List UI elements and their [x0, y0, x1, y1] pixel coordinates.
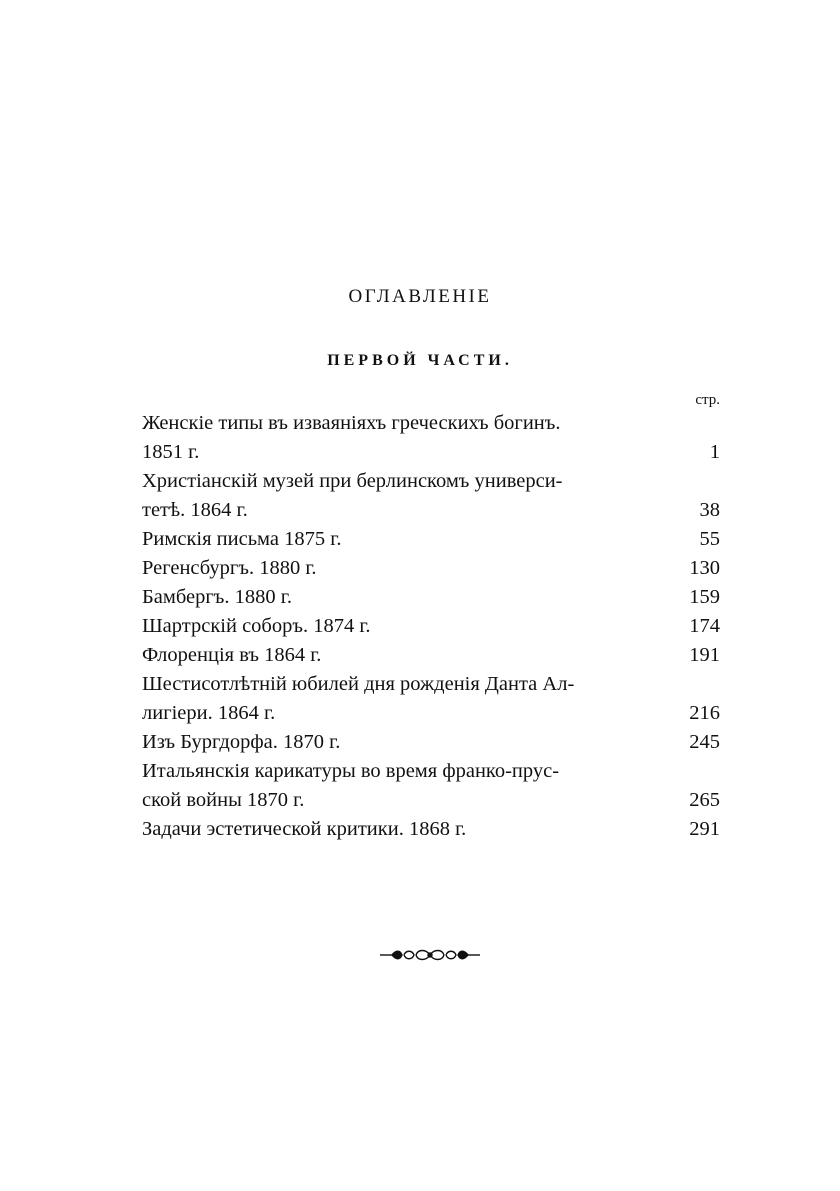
- toc-entry-page: 55: [699, 528, 720, 550]
- toc-entry-line: [142, 496, 720, 525]
- toc-entry-text: 1851 г.: [142, 441, 200, 463]
- toc-entry-page: 1: [709, 441, 720, 463]
- toc-entry-text: Бамбергъ. 1880 г.: [142, 586, 292, 608]
- toc-entry-text: Задачи эстетической критики. 1868 г.: [142, 818, 467, 840]
- toc-entry-page: 265: [689, 789, 720, 811]
- toc-entry-text: лигiери. 1864 г.: [142, 702, 276, 724]
- toc-entry-line: [142, 670, 720, 699]
- toc-entry-page: 174: [689, 615, 720, 637]
- toc-subtitle: ПЕРВОЙ ЧАСТИ.: [327, 352, 513, 369]
- toc-entry-page: 38: [699, 499, 720, 521]
- toc-entry-line: [142, 786, 720, 815]
- toc-entry-text: Шестисотлѣтнiй юбилей дня рожденiя Данта Ал-: [142, 673, 575, 695]
- toc-entry-line: [142, 757, 720, 786]
- toc-entry-line: [142, 525, 720, 554]
- toc-entry-line: [142, 467, 720, 496]
- toc-entry-page: 216: [689, 702, 720, 724]
- toc-entry-text: Римскiя письма 1875 г.: [142, 528, 342, 550]
- toc-entry-page: 245: [689, 731, 720, 753]
- toc-entry-text: Женскiе типы въ изваянiяхъ греческихъ богинъ.: [142, 412, 561, 434]
- toc-entry-line: [142, 815, 720, 844]
- toc-entry-line: [142, 699, 720, 728]
- toc-entry-text: ской войны 1870 г.: [142, 789, 305, 811]
- toc-entry-text: тетѣ. 1864 г.: [142, 499, 248, 521]
- toc-entry-page: 191: [689, 644, 720, 666]
- toc-entry-line: [142, 554, 720, 583]
- toc-entry-line: [142, 583, 720, 612]
- toc-title: ОГЛАВЛЕНIЕ: [348, 286, 492, 307]
- toc-entry-page: 159: [689, 586, 720, 608]
- toc-entry-text: Изъ Бургдорфа. 1870 г.: [142, 731, 341, 753]
- toc-entry-line: [142, 409, 720, 438]
- table-of-contents: [142, 409, 720, 844]
- toc-entry-line: [142, 641, 720, 670]
- toc-entry-text: Шартрскiй соборъ. 1874 г.: [142, 615, 371, 637]
- toc-entry-text: Итальянскiя карикатуры во время франко-прус-: [142, 760, 560, 782]
- toc-entry-line: [142, 612, 720, 641]
- toc-entry-line: [142, 438, 720, 467]
- toc-entry-page: 130: [689, 557, 720, 579]
- toc-entry-page: 291: [689, 818, 720, 840]
- ornament-icon: [378, 946, 482, 964]
- toc-entry-text: Регенсбургъ. 1880 г.: [142, 557, 317, 579]
- page-column-label: стр.: [695, 392, 720, 408]
- toc-entry-line: [142, 728, 720, 757]
- toc-entry-text: Флоренцiя въ 1864 г.: [142, 644, 322, 666]
- toc-entry-text: Христiанскiй музей при берлинскомъ универси-: [142, 470, 563, 492]
